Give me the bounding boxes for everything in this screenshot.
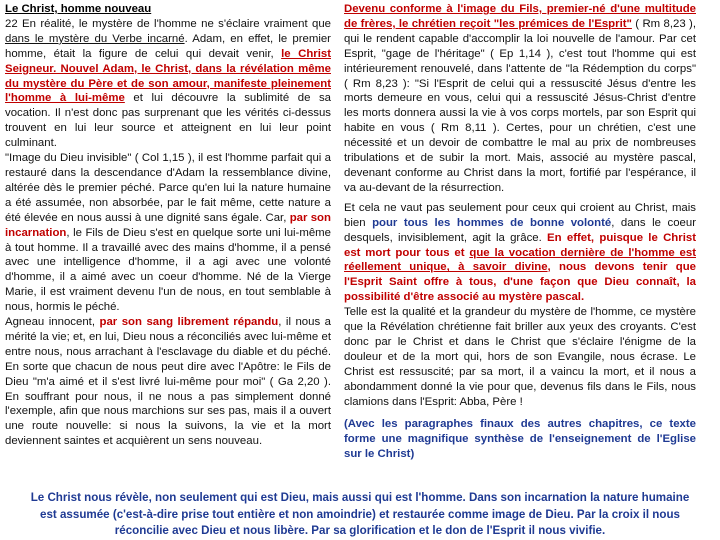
underlined-phrase: que la vocation dernière de l'homme est réellement unique, à savoir divine [344,246,696,274]
highlighted-phrase: Devenu conforme à l'image du Fils, premier-né d'une multitude de frères, le chrétien reçoit "les prémices de l'Esprit" [344,3,696,30]
highlighted-phrase: pour tous les hommes de bonne volonté [372,216,612,229]
text-run: "Image du Dieu invisible" ( Col 1,15 ), il est l'homme parfait qui a restauré dans la descendance d'Adam la ressemblance divine, altérée dès le premier péché. Parce qu'en lui la nature humaine a été assumée, non absorbée, par le fait même, cette nature a été élevée en nous aussi à une dignité sans égale. Car, [5,152,331,224]
text-run: , dans le coeur desquels, invisiblement, agit la grâce. [344,216,696,244]
summary-line-2: est assumée (c'est-à-dire prise tout entière et non amoindrie) et restaurée comme image de Dieu. Par la croix il nous [40,507,680,521]
text-run: , le Fils de Dieu s'est en quelque sorte uni lui-même à tout homme. Il a travaillé avec des mains d'homme, il a pensé avec une intelligence d'homme, il a agi avec une volonté d'homme, il a aimé avec un coeur d'homme. Né de la Vierge Marie, il est vraiment devenu l'un de nous, en tout semblable à nous, hormis le péché. [5,226,331,314]
text-run: Et cela ne vaut pas seulement pour ceux qui croient au Christ, mais bien [344,201,696,229]
text-run: . Adam, en effet, le premier homme, était la figure de celui qui devait venir, [5,32,331,60]
summary-block [0,490,720,540]
highlighted-phrase: En effet, puisque le Christ est mort pour tous et [344,231,696,259]
text-run: , il nous a mérité la vie; et, en lui, Dieu nous a réconciliés avec lui-même et entre nous, nous arrachant à l'esclavage du diable et du péché. En sorte que chacun de nous peut dire avec l'Apôtre: le Fils de Dieu "m'a aimé et il s'est livré lui-même pour moi" ( Ga 2,20 ). En souffrant pour nous, il ne nous a pas simplement donné l'exemple, afin que nous marchions sur ses pas, mais il a ouvert une route nouvelle: si nous la suivons, la vie et la mort deviennent saintes et acquièrent un sens nouveau. [5,316,331,448]
left-paragraph-1 [5,17,331,151]
highlighted-phrase: par son sang librement répandu [99,316,279,329]
text-run: 22 En réalité, le mystère de l'homme ne s'éclaire vraiment que [5,17,331,30]
summary-line-1: Le Christ nous révèle, non seulement qui est Dieu, mais aussi qui est l'homme. Dans son incarnation la nature humaine [30,491,690,504]
text-run: et lui découvre la sublimité de sa vocation. Il n'est donc pas surprenant que les vérités ci-dessus trouvent en lui leur source et atteignent en lui leur point culminant. [5,92,331,150]
right-paragraph-3: Telle est la qualité et la grandeur du mystère de l'homme, ce mystère que la Révélation chrétienne fait briller aux yeux des croyants. C'est donc par le Christ et dans le Christ que s'éclaire l'énigme de la douleur et de la mort qui, hors de son Evangile, nous écrase. Le Christ est ressuscité; par sa mort, il a vaincu la mort, et il nous a abondamment donné la vie pour que, devenus fils dans le Fils, nous clamions dans l'Esprit: Abba, Père ! [344,306,696,408]
editorial-note: (Avec les paragraphes finaux des autres chapitres, ce texte forme une magnifique synthèse de l'enseignement de l'Eglise sur le Christ) [344,418,696,461]
text-run: ( Rm 8,23 ), qui le rendent capable d'accomplir la loi nouvelle de l'amour. Par cet Esprit, "gage de l'héritage" ( Ep 1,14 ), c'est tout l'homme qui est intérieurement renouvelé, dans l'attente de "la Rédemption du corps" ( Rm 8,23 ): "Si l'Esprit de celui qui a ressuscité Jésus d'entre les morts demeure en vous, celui qui a ressuscité Jésus-Christ d'entre les morts donnera aussi la vie à vos corps mortels, par son Esprit qui habite en vous ( Rm 8,11 ). Certes, pour un chrétien, c'est une nécessité et un devoir de combattre le mal au prix de nombreuses tribulations et de subir la mort. Mais, associé au mystère pascal, devenant conforme au Christ dans la mort, fortifié par l'espérance, il va au-devant de la résurrection. [344,17,697,194]
right-paragraph-2 [344,201,696,305]
left-column [5,2,331,449]
highlighted-phrase: par son incarnation [5,211,331,239]
right-paragraph-1 [344,2,696,196]
highlighted-phrase: le Christ Seigneur. Nouvel Adam, le Christ, dans la révélation même du mystère du Père et de son amour, manifeste pleinement l'homme à lui-même [5,47,331,105]
section-title-text: Le Christ, homme nouveau [5,3,152,15]
highlighted-phrase: , nous devons tenir que l'Esprit Saint offre à tous, d'une façon que Dieu connaît, la possibilité d'être associé au mystère pascal. [344,261,696,304]
summary-line-3: réconcilie avec Dieu et nous libère. Par sa glorification et le don de l'Esprit il nous vivifie. [114,524,606,537]
text-run: Agneau innocent, [5,316,100,329]
section-title [5,2,331,17]
right-column [344,2,696,462]
paragraph-gap [344,409,696,417]
underlined-phrase: dans le mystère du Verbe incarné [5,32,185,45]
left-paragraph-2 [5,151,331,315]
left-paragraph-3 [5,315,331,449]
